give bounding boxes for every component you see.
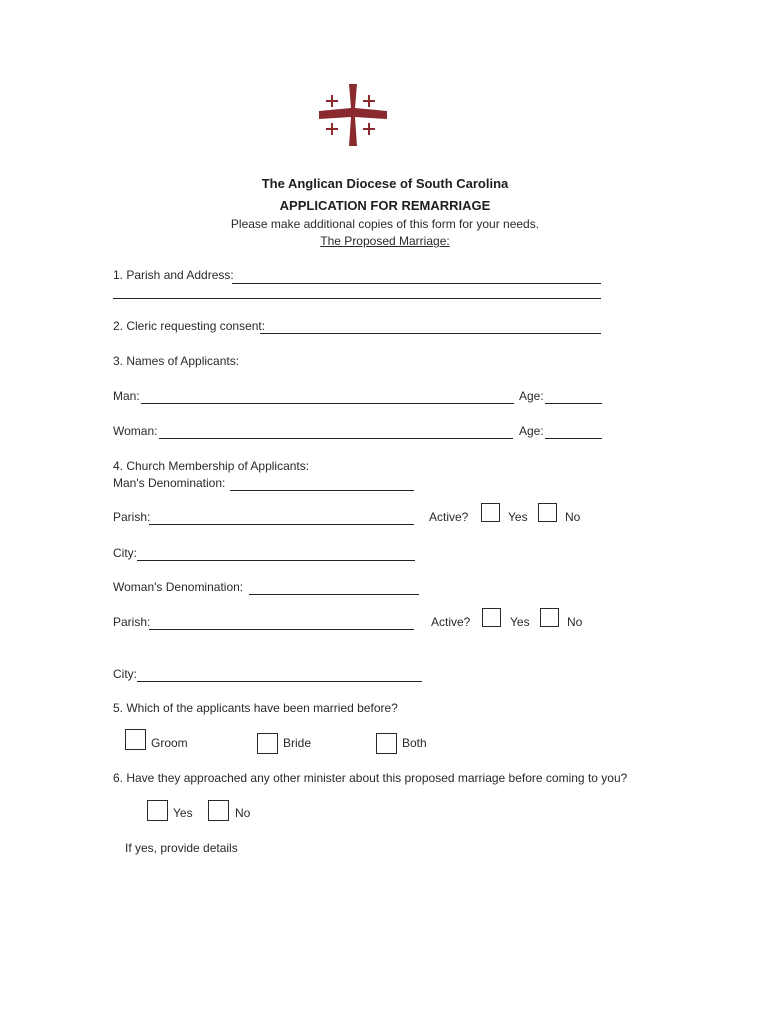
membership-heading: 4. Church Membership of Applicants: xyxy=(113,459,310,473)
man-active-yes-label: Yes xyxy=(508,510,528,524)
both-checkbox[interactable] xyxy=(376,733,397,754)
cleric-label: 2. Cleric requesting consent: xyxy=(113,319,266,333)
man-active-no-checkbox[interactable] xyxy=(538,503,557,522)
bride-label: Bride xyxy=(283,736,312,750)
man-city-label: City: xyxy=(113,546,137,560)
woman-name-field[interactable] xyxy=(159,438,513,439)
man-age-field[interactable] xyxy=(545,403,602,404)
parish-address-field[interactable] xyxy=(232,283,601,284)
woman-age-field[interactable] xyxy=(545,438,602,439)
form-title: APPLICATION FOR REMARRIAGE xyxy=(279,198,491,213)
parish-address-label: 1. Parish and Address: xyxy=(113,268,234,282)
jerusalem-cross-logo xyxy=(317,82,389,148)
mans-denomination-label: Man's Denomination: xyxy=(113,476,226,490)
woman-active-no-label: No xyxy=(567,615,583,629)
man-parish-field[interactable] xyxy=(149,524,414,525)
woman-active-yes-checkbox[interactable] xyxy=(482,608,501,627)
woman-active-no-checkbox[interactable] xyxy=(540,608,559,627)
man-label: Man: xyxy=(113,389,140,403)
man-city-field[interactable] xyxy=(137,560,415,561)
woman-active-label: Active? xyxy=(431,615,471,629)
both-label: Both xyxy=(402,736,427,750)
q6-yes-checkbox[interactable] xyxy=(147,800,168,821)
instructions: Please make additional copies of this form for your needs. xyxy=(230,217,540,231)
q6-yes-label: Yes xyxy=(173,806,193,820)
man-name-field[interactable] xyxy=(141,403,514,404)
q6-no-checkbox[interactable] xyxy=(208,800,229,821)
org-title: The Anglican Diocese of South Carolina xyxy=(261,176,509,191)
woman-label: Woman: xyxy=(113,424,158,438)
man-active-label: Active? xyxy=(429,510,469,524)
womans-denomination-label: Woman's Denomination: xyxy=(113,580,244,594)
man-age-label: Age: xyxy=(519,389,544,403)
q6-details-label: If yes, provide details xyxy=(125,841,238,855)
woman-active-yes-label: Yes xyxy=(510,615,530,629)
man-active-no-label: No xyxy=(565,510,581,524)
section-title: The Proposed Marriage: xyxy=(320,234,450,248)
bride-checkbox[interactable] xyxy=(257,733,278,754)
woman-city-field[interactable] xyxy=(137,681,422,682)
names-heading: 3. Names of Applicants: xyxy=(113,354,240,368)
woman-parish-field[interactable] xyxy=(149,629,414,630)
man-parish-label: Parish: xyxy=(113,510,151,524)
groom-checkbox[interactable] xyxy=(125,729,146,750)
groom-label: Groom xyxy=(151,736,188,750)
woman-parish-label: Parish: xyxy=(113,615,151,629)
cleric-field[interactable] xyxy=(260,333,601,334)
q6-question: 6. Have they approached any other minister about this proposed marriage before coming to you? xyxy=(113,771,628,785)
woman-age-label: Age: xyxy=(519,424,544,438)
womans-denomination-field[interactable] xyxy=(249,594,419,595)
mans-denomination-field[interactable] xyxy=(230,490,414,491)
man-active-yes-checkbox[interactable] xyxy=(481,503,500,522)
q6-no-label: No xyxy=(235,806,251,820)
q5-question: 5. Which of the applicants have been married before? xyxy=(113,701,398,715)
parish-address-field-line2[interactable] xyxy=(113,298,601,299)
woman-city-label: City: xyxy=(113,667,137,681)
